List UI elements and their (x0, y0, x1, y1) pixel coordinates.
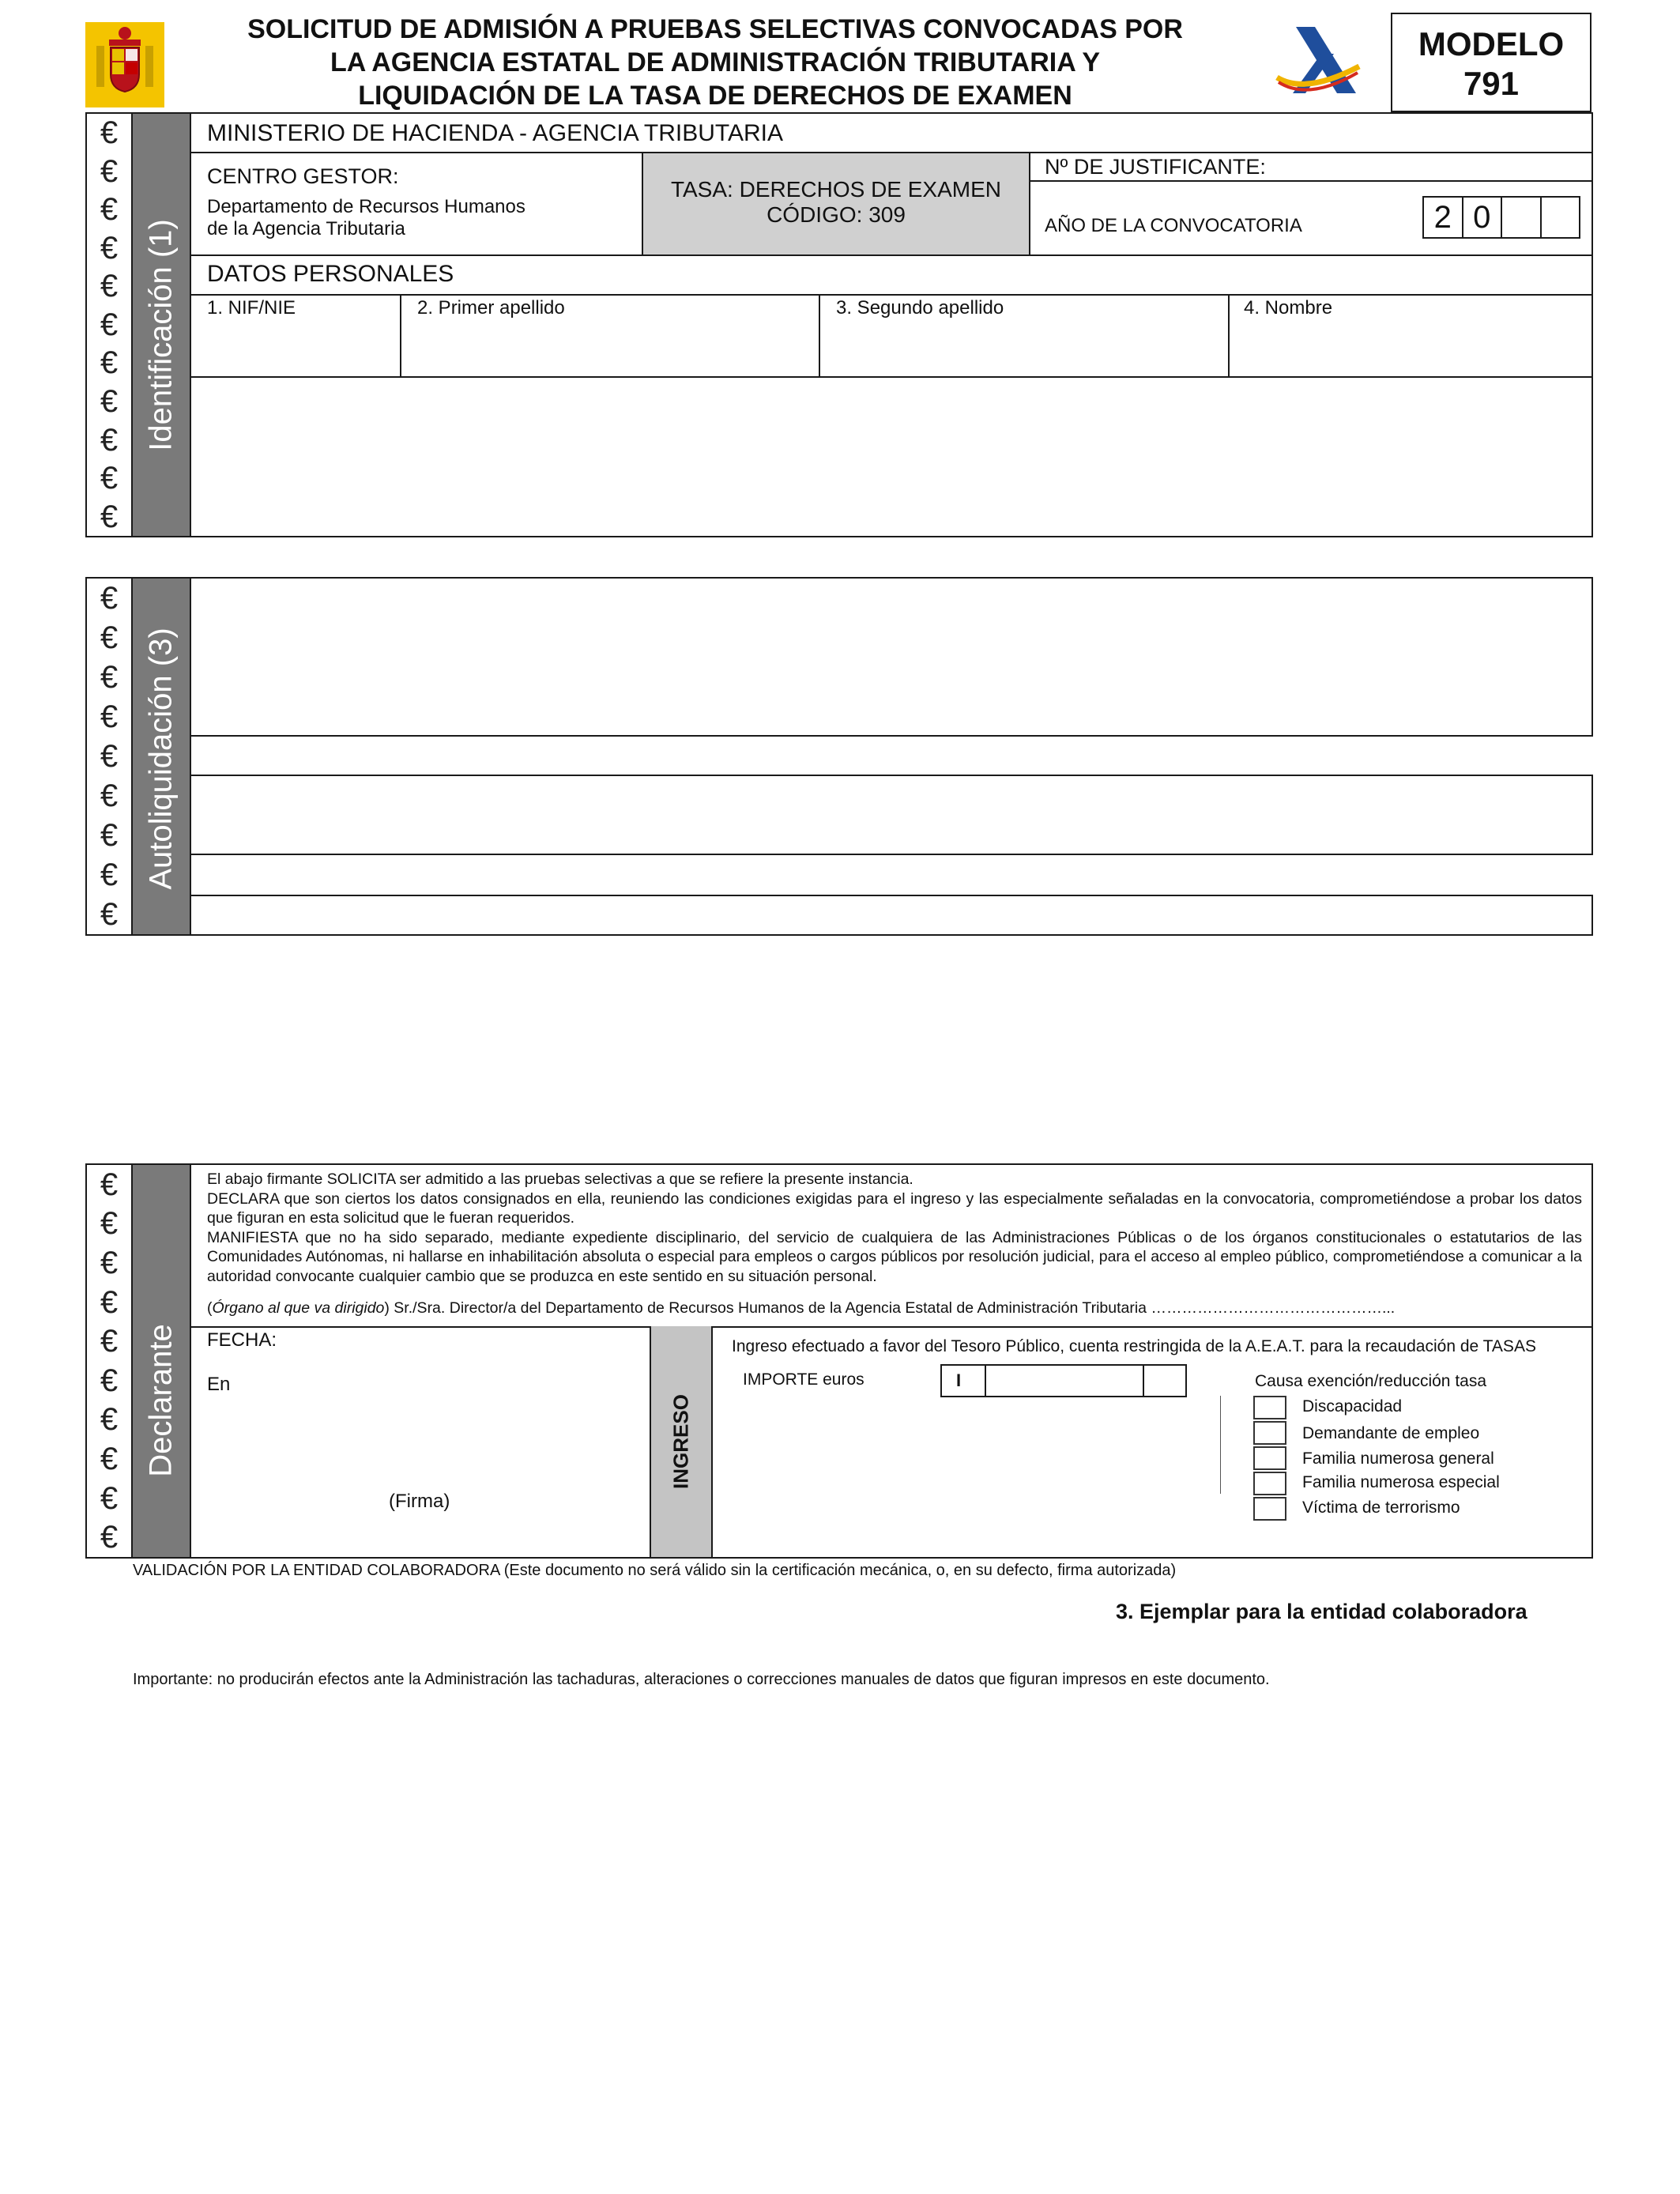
causa-demandante-label: Demandante de empleo (1302, 1424, 1480, 1442)
declarante-organo: (Órgano al que va dirigido) Sr./Sra. Director/a del Departamento de Recursos Humanos de la Agencia Estatal de Administración Tributaria ………………………………………... (207, 1299, 1396, 1317)
field-primer-apellido-label: 2. Primer apellido (417, 297, 565, 319)
autoliquidacion-box-1[interactable] (190, 577, 1593, 737)
euro-icon: € (100, 461, 119, 496)
euro-icon: € (100, 1284, 119, 1320)
importe-prefix: I (956, 1370, 962, 1390)
centro-gestor-line1: Departamento de Recursos Humanos (207, 196, 525, 217)
euro-icon: € (100, 581, 119, 616)
anio-digit-3[interactable] (1502, 198, 1542, 237)
euro-icon: € (100, 858, 119, 892)
euro-icon: € (100, 660, 119, 695)
checkbox-discapacidad[interactable] (1253, 1396, 1286, 1419)
en-label: En (207, 1374, 231, 1395)
modelo-label: MODELO (1418, 25, 1565, 62)
side-bar-identificacion (133, 112, 191, 537)
euro-icon: € (100, 620, 119, 655)
importe-field[interactable] (940, 1364, 1187, 1397)
aeat-logo (1274, 22, 1362, 98)
tasa-line2: CÓDIGO: 309 (767, 202, 906, 227)
causa-victima-label: Víctima de terrorismo (1302, 1498, 1460, 1517)
tasa-line1: TASA: DERECHOS DE EXAMEN (670, 177, 1001, 202)
organo-italic: Órgano al que va dirigido (212, 1299, 385, 1317)
euro-icon: € (100, 153, 119, 189)
identificacion-blank-area[interactable] (191, 378, 1591, 536)
euro-icon: € (100, 1520, 119, 1555)
euro-icon: € (100, 230, 119, 266)
anio-digit-1[interactable]: 2 (1424, 198, 1463, 237)
organo-rest: ) Sr./Sra. Director/a del Departamento de Recursos Humanos de la Agencia Estatal de Administración Tributaria ………………………………………... (384, 1299, 1396, 1317)
checkbox-familia-numerosa-general[interactable] (1253, 1446, 1286, 1470)
anio-digit-2[interactable]: 0 (1463, 198, 1503, 237)
ministerio-label: MINISTERIO DE HACIENDA - AGENCIA TRIBUTARIA (207, 120, 784, 146)
euro-icon: € (100, 1206, 119, 1242)
anio-digit-4[interactable] (1542, 198, 1580, 237)
datos-personales-label: DATOS PERSONALES (207, 261, 454, 287)
header-title-line1: SOLICITUD DE ADMISIÓN A PRUEBAS SELECTIVAS CONVOCADAS POR (247, 14, 1183, 44)
causa-discapacidad-label: Discapacidad (1302, 1397, 1403, 1416)
declarante-manifiesta: MANIFIESTA que no ha sido separado, mediante expediente disciplinario, del servicio de cualquiera de las Administraciones Públicas o de los órganos constitucionales o estatutarios de las Comunidades Autónomas, ni hallarse en inhabilitación absoluta o especial para empleos o cargos públicos por resolución judicial, para el acceso al empleo público, comprometiéndose a comunicar a la autoridad convocante cualquier cambio que se produzca en este sentido en su situación personal. (207, 1228, 1582, 1285)
checkbox-victima-terrorismo[interactable] (1253, 1497, 1286, 1521)
fecha-label: FECHA: (207, 1329, 277, 1351)
euro-icon: € (100, 307, 119, 342)
euro-icon: € (100, 1324, 119, 1359)
euro-column-identificacion (85, 112, 133, 537)
euro-icon: € (100, 269, 119, 304)
side-bar-declarante (133, 1163, 191, 1559)
euro-icon: € (100, 778, 119, 813)
importe-label: IMPORTE euros (743, 1370, 864, 1389)
declarante-declara: DECLARA que son ciertos los datos consignados en ella, reuniendo las condiciones exigidas para el ingreso y las especialmente señaladas en la convocatoria, comprometiéndose a probar los datos que figuran en esta solicitud que le fueran requeridos. (207, 1189, 1582, 1227)
euro-icon: € (100, 739, 119, 774)
euro-icon: € (100, 1245, 119, 1280)
ingreso-column (650, 1326, 713, 1559)
centro-gestor-line2: de la Agencia Tributaria (207, 218, 405, 239)
euro-icon: € (100, 1402, 119, 1438)
euro-column-autoliquidacion (85, 577, 133, 936)
centro-gestor-label: CENTRO GESTOR: (207, 164, 399, 188)
checkbox-demandante-empleo[interactable] (1253, 1421, 1286, 1445)
field-nif-label: 1. NIF/NIE (207, 297, 296, 319)
checkbox-familia-numerosa-especial[interactable] (1253, 1472, 1286, 1495)
autoliquidacion-box-3[interactable] (190, 895, 1593, 936)
causa-familia-general-label: Familia numerosa general (1302, 1449, 1494, 1468)
ejemplar-text: 3. Ejemplar para la entidad colaboradora (1116, 1600, 1527, 1623)
euro-icon: € (100, 383, 119, 419)
causa-exencion-label: Causa exención/reducción tasa (1255, 1372, 1487, 1390)
euro-icon: € (100, 897, 119, 932)
anio-digit-boxes[interactable] (1422, 196, 1580, 239)
anio-convocatoria-label: AÑO DE LA CONVOCATORIA (1045, 215, 1302, 236)
header-title-line3: LIQUIDACIÓN DE LA TASA DE DERECHOS DE EXAMEN (358, 81, 1072, 111)
field-segundo-apellido-label: 3. Segundo apellido (836, 297, 1004, 319)
ingreso-text: Ingreso efectuado a favor del Tesoro Público, cuenta restringida de la A.E.A.T. para la recaudación de TASAS (732, 1337, 1536, 1355)
modelo-box (1391, 13, 1591, 112)
declarante-solicita: El abajo firmante SOLICITA ser admitido a las pruebas selectivas a que se refiere la presente instancia. (207, 1171, 913, 1188)
side-bar-autoliquidacion (133, 577, 191, 936)
euro-column-declarante (85, 1163, 133, 1559)
side-label-autoliquidacion: Autoliquidación (3) (143, 628, 179, 890)
firma-area[interactable] (191, 1391, 648, 1557)
modelo-number: 791 (1463, 65, 1520, 102)
euro-icon: € (100, 422, 119, 458)
euro-icon: € (100, 1441, 119, 1476)
side-label-declarante: Declarante (143, 1324, 179, 1477)
euro-icon: € (100, 1363, 119, 1398)
euro-icon: € (100, 499, 119, 534)
validacion-text: VALIDACIÓN POR LA ENTIDAD COLABORADORA (Este documento no será válido sin la certificación mecánica, o, en su defecto, firma autorizada) (133, 1562, 1177, 1579)
causa-familia-especial-label: Familia numerosa especial (1302, 1473, 1500, 1491)
euro-icon: € (100, 699, 119, 734)
euro-icon: € (100, 192, 119, 228)
euro-icon: € (100, 115, 119, 151)
ingreso-label: INGRESO (669, 1394, 693, 1489)
justificante-label: Nº DE JUSTIFICANTE: (1045, 155, 1266, 179)
spain-crest-logo (85, 22, 164, 107)
euro-icon: € (100, 1480, 119, 1516)
firma-label: (Firma) (389, 1491, 450, 1512)
euro-icon: € (100, 345, 119, 381)
euro-icon: € (100, 818, 119, 853)
field-nombre-label: 4. Nombre (1244, 297, 1333, 319)
header-title-line2: LA AGENCIA ESTATAL DE ADMINISTRACIÓN TRIBUTARIA Y (330, 47, 1100, 77)
side-label-identificacion: Identificación (1) (143, 219, 179, 451)
autoliquidacion-box-2[interactable] (190, 775, 1593, 855)
importante-text: Importante: no producirán efectos ante la Administración las tachaduras, alteraciones o correcciones manuales de datos que figuran impresos en este documento. (133, 1671, 1270, 1688)
tasa-box (642, 153, 1030, 254)
declarante-text (207, 1170, 1582, 1318)
euro-icon: € (100, 1167, 119, 1202)
